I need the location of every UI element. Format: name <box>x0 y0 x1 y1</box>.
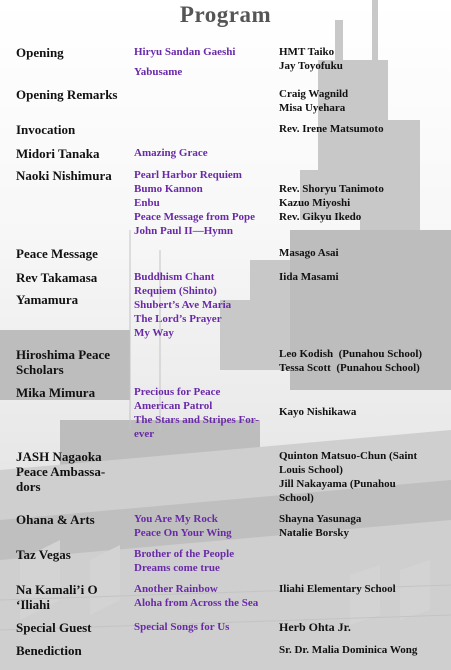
program-section <box>16 449 128 494</box>
performer-line: Tessa Scott (Punahou School) <box>279 362 420 374</box>
program-performer <box>279 270 447 284</box>
section-line: Rev Takamasa <box>16 270 98 285</box>
performer-line: Leo Kodish (Punahou School) <box>279 348 423 360</box>
section-line: Taz Vegas <box>16 547 71 562</box>
program-section <box>16 547 128 562</box>
performance-item: Bumo Kannon <box>134 183 203 195</box>
program-performance <box>134 512 276 540</box>
program-section <box>16 146 128 161</box>
program-performer <box>279 582 447 596</box>
program-performance <box>134 547 276 575</box>
performer-line: Craig Wagnild <box>279 88 349 100</box>
performance-item: Dreams come true <box>134 562 220 574</box>
performer-line: Masago Asai <box>279 247 339 259</box>
section-line: Naoki Nishimura <box>16 168 112 183</box>
performance-item: My Way <box>134 327 174 339</box>
program-performer <box>279 246 447 260</box>
performance-item: Brother of the People <box>134 548 235 560</box>
section-line: Opening <box>16 45 64 60</box>
program-section <box>16 620 128 635</box>
program-performance <box>134 146 276 160</box>
program-performer <box>279 45 447 73</box>
program-section <box>16 582 128 612</box>
performance-item: Precious for Peace <box>134 386 221 398</box>
section-line: Na Kamali’i O <box>16 582 98 597</box>
performance-item: Buddhism Chant <box>134 271 215 283</box>
performer-line: Herb Ohta Jr. <box>279 620 351 634</box>
page-title: Program <box>179 2 272 27</box>
program-section <box>16 168 128 183</box>
performance-item: Hiryu Sandan Gaeshi <box>134 46 236 58</box>
program-performance <box>134 168 276 238</box>
performance-item: Shubert’s Ave Maria <box>134 299 232 311</box>
program-section <box>16 246 128 261</box>
performer-line: Kayo Nishikawa <box>279 406 357 418</box>
section-line: Peace Message <box>16 246 98 261</box>
performer-line: Quinton Matsuo-Chun (Saint <box>279 450 418 462</box>
program-performance <box>134 385 276 441</box>
program-section <box>16 643 128 658</box>
performer-line: School) <box>279 492 314 504</box>
performer-line: Natalie Borsky <box>279 527 349 539</box>
program-section <box>16 347 128 377</box>
performance-item: Peace On Your Wing <box>134 527 232 539</box>
program-section <box>16 385 128 400</box>
program-section <box>16 512 128 527</box>
program-section <box>16 270 128 307</box>
performance-item: Amazing Grace <box>134 147 208 159</box>
performer-line: Iida Masami <box>279 271 339 283</box>
section-line: dors <box>16 479 41 494</box>
program-performer <box>279 347 447 375</box>
section-line: Scholars <box>16 362 64 377</box>
section-line: Ohana & Arts <box>16 512 95 527</box>
section-line: ‘Iliahi <box>16 597 50 612</box>
performer-line: Sr. Dr. Malia Dominica Wong <box>279 644 418 656</box>
performance-item: The Stars and Stripes For- <box>134 414 259 426</box>
program-section <box>16 87 128 102</box>
section-line: Invocation <box>16 122 76 137</box>
program-performer <box>279 87 447 115</box>
performance-item: Enbu <box>134 197 160 209</box>
program-performance <box>134 45 276 79</box>
program-performer <box>279 122 447 136</box>
performance-item: Aloha from Across the Sea <box>134 597 259 609</box>
performer-line: Kazuo Miyoshi <box>279 197 351 209</box>
program-section <box>16 122 128 137</box>
program-performer <box>279 449 447 505</box>
performer-line: Shayna Yasunaga <box>279 513 362 525</box>
program-performer <box>279 620 447 634</box>
performer-line: Rev. Irene Matsumoto <box>279 123 384 135</box>
performer-line: HMT Taiko <box>279 46 335 58</box>
performance-item: Yabusame <box>134 66 183 78</box>
performer-line: Rev. Shoryu Tanimoto <box>279 183 384 195</box>
performance-item: ever <box>134 428 155 440</box>
performance-item: American Patrol <box>134 400 213 412</box>
performer-line: Louis School) <box>279 464 343 476</box>
performer-line: Jay Toyofuku <box>279 60 343 72</box>
program-performer <box>279 182 447 224</box>
performer-line: Misa Uyehara <box>279 102 346 114</box>
program-performer <box>279 405 447 419</box>
performance-item: Another Rainbow <box>134 583 218 595</box>
performance-item: The Lord’s Prayer <box>134 313 222 325</box>
performer-line: Jill Nakayama (Punahou <box>279 478 396 490</box>
performer-line: Rev. Gikyu Ikedo <box>279 211 362 223</box>
section-line: Hiroshima Peace <box>16 347 110 362</box>
performer-line: Iliahi Elementary School <box>279 583 396 595</box>
section-line: Mika Mimura <box>16 385 96 400</box>
performance-item: You Are My Rock <box>134 513 218 525</box>
section-line: Special Guest <box>16 620 92 635</box>
performance-item: Pearl Harbor Requiem <box>134 169 242 181</box>
performance-item: Peace Message from Pope <box>134 211 256 223</box>
program-performance <box>134 620 276 634</box>
section-line: Opening Remarks <box>16 87 118 102</box>
section-line: Midori Tanaka <box>16 146 100 161</box>
program-performer <box>279 512 447 540</box>
section-line: Benediction <box>16 643 82 658</box>
section-line: Peace Ambassa- <box>16 464 106 479</box>
program-section <box>16 45 128 60</box>
program-performance <box>134 582 276 610</box>
program-performance <box>134 270 276 340</box>
section-line: JASH Nagaoka <box>16 449 102 464</box>
program-performer <box>279 643 447 657</box>
performance-item: Requiem (Shinto) <box>134 285 217 297</box>
performance-item: John Paul II—Hymn <box>134 225 234 237</box>
section-line: Yamamura <box>16 292 79 307</box>
performance-item: Special Songs for Us <box>134 621 230 633</box>
